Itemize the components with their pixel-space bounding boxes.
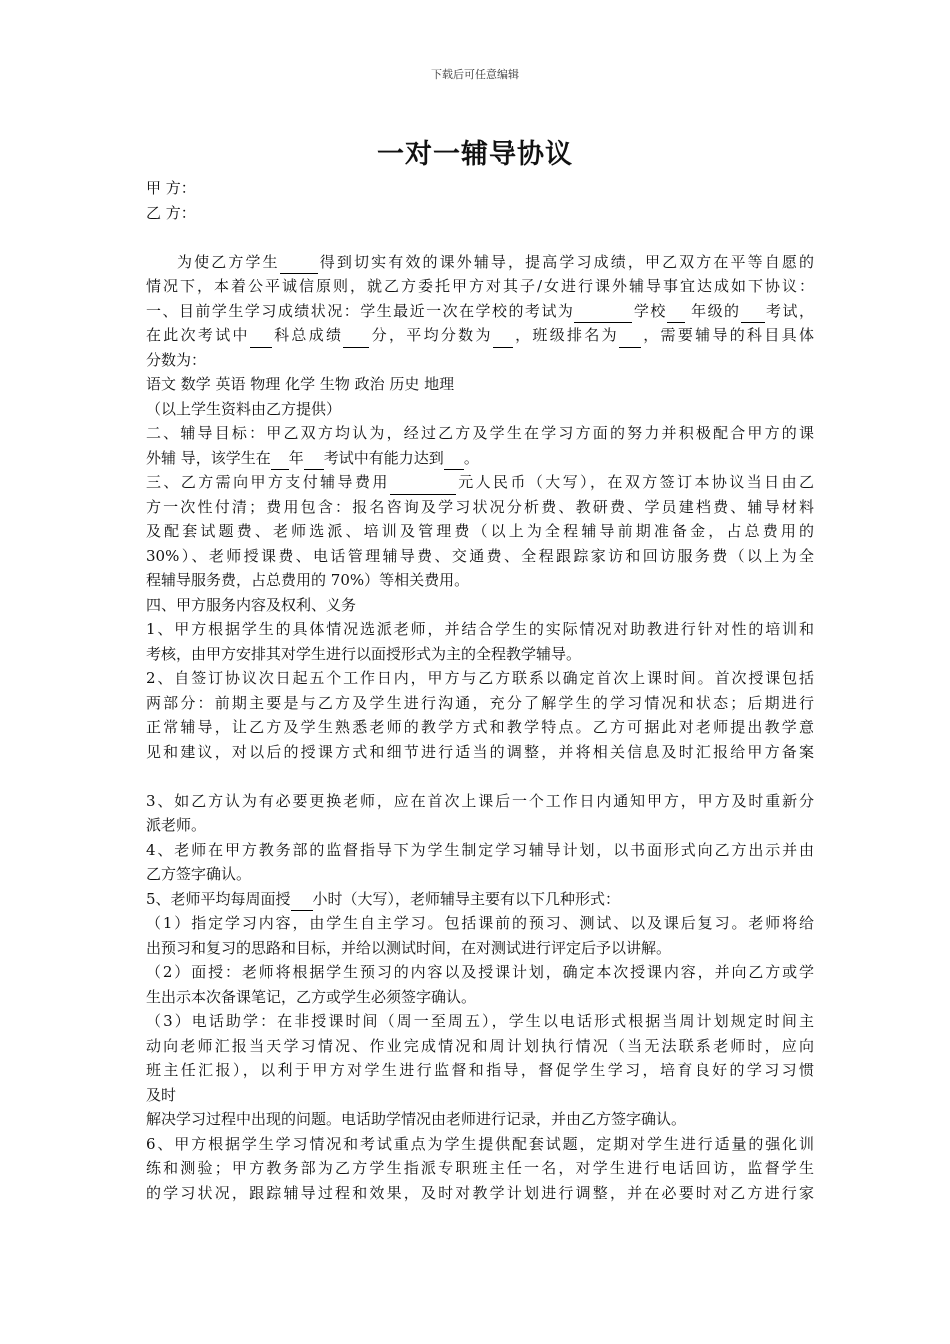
rank-blank	[619, 329, 641, 348]
clause-3-line: 派老师。	[146, 816, 207, 834]
party-b-line: 乙 方：	[146, 203, 196, 222]
form-2-line: 生出示本次备课笔记，乙方或学生必须签字确认。	[146, 987, 477, 1006]
section-4-heading: 四、甲方服务内容及权利、义务	[146, 595, 357, 614]
form-1-line: （1）指定学习内容，由学生自主学习。包括课前的预习、测试、以及课后复习。老师将给	[146, 914, 814, 932]
section-1-note: （以上学生资料由乙方提供）	[146, 399, 342, 418]
section-3-line-4: 30%）、老师授课费、电话管理辅导费、交通费、全程跟踪家访和回访服务费（以上为全	[146, 546, 814, 565]
clause-2-line: 正常辅导，让乙方及学生熟悉老师的教学方式和教学特点。乙方可据此对老师提出教学意	[146, 718, 814, 736]
section-3-line-2: 方一次性付清；费用包含：报名咨询及学习状况分析费、教研费、学员建档费、辅导材料	[146, 497, 814, 516]
document-title: 一对一辅导协议	[377, 139, 573, 170]
blank-gap	[146, 225, 814, 250]
clause-4-line: 乙方签字确认。	[146, 865, 252, 883]
header-note: 下载后可任意编辑	[431, 68, 519, 81]
section-2-line-2: 外辅 导，该学生在 年 考试中有能力达到 。	[146, 446, 814, 471]
form-3-line: （3）电话助学：在非授课时间（周一至周五），学生以电话形式根据当周计划规定时间主	[146, 1012, 814, 1030]
clause-4-line: 4、老师在甲方教务部的监督指导下为学生制定学习辅导计划，以书面形式向乙方出示并由	[146, 840, 814, 859]
average-blank	[493, 329, 513, 348]
section-1-line-3: 分数为：	[146, 350, 207, 369]
clause-6-line: 练和测验；甲方教务部为乙方学生指派专职班主任一名，对学生进行电话回访，监督学生	[146, 1159, 814, 1177]
intro-line-2: 情况下，本着公平诚信原则，就乙方委托甲方对其子/女进行课外辅导事宜达成如下协议：	[146, 277, 814, 295]
party-a-line: 甲 方：	[146, 179, 196, 197]
hours-blank	[291, 892, 313, 911]
section-1-line-1: 一、目前学生学习成绩状况：学生最近一次在学校的考试为 学校 年级的 考试，	[146, 299, 814, 324]
clause-1-line: 考核，由甲方安排其对学生进行以面授形式为主的全程教学辅导。	[146, 644, 582, 663]
clause-2-line: 见和建议，对以后的授课方式和细节进行适当的调整，并将相关信息及时汇报给甲方备案	[146, 742, 814, 761]
form-1-line: 出预习和复习的思路和目标，并给以测试时间，在对测试进行评定后予以讲解。	[146, 938, 672, 957]
school-blank	[574, 304, 632, 323]
clause-6-line: 的学习状况，跟踪辅导过程和效果，及时对教学计划进行调整，并在必要时对乙方进行家	[146, 1183, 814, 1202]
subjects-line: 语文 数学 英语 物理 化学 生物 政治 历史 地理	[146, 375, 455, 393]
clause-2-line: 2、自签订协议次日起五个工作日内，甲方与乙方联系以确定首次上课时间。首次授课包括	[146, 669, 814, 687]
clause-3-line: 3、如乙方认为有必要更换老师，应在首次上课后一个工作日内通知甲方，甲方及时重新分	[146, 791, 814, 810]
clause-5-line: 5、老师平均每周面授 小时（大写），老师辅导主要有以下几种形式：	[146, 887, 814, 912]
clause-1-line: 1、甲方根据学生的具体情况选派老师，并结合学生的实际情况对助教进行针对性的培训和	[146, 620, 814, 638]
section-3-line-1: 三、乙方需向甲方支付辅导费用 元人民币（大写），在双方签订本协议当日由乙	[146, 470, 814, 495]
fee-blank	[390, 476, 456, 495]
intro-line-1: 为使乙方学生 得到切实有效的课外辅导，提高学习成绩，甲乙双方在平等自愿的	[146, 250, 814, 275]
year-blank	[271, 451, 289, 470]
form-2-line: （2）面授：老师将根据学生预习的内容以及授课计划，确定本次授课内容，并向乙方或学	[146, 963, 814, 981]
form-3-line: 动向老师汇报当天学习情况、作业完成情况和周计划执行情况（当无法联系老师时，应向	[146, 1036, 814, 1055]
section-3-line-5: 程辅导服务费，占总费用的 70%）等相关费用。	[146, 571, 470, 589]
clause-2-line: 两部分：前期主要是与乙方及学生进行沟通，充分了解学生的学习情况和状态；后期进行	[146, 693, 814, 712]
target-score-blank	[444, 451, 464, 470]
section-2-line-1: 二、辅导目标：甲乙双方均认为，经过乙方及学生在学习方面的努力并积极配合甲方的课	[146, 424, 814, 442]
grade-blank	[667, 304, 685, 323]
exam-blank	[741, 304, 765, 323]
form-3-line: 解决学习过程中出现的问题。电话助学情况由老师进行记录，并由乙方签字确认。	[146, 1110, 687, 1128]
subjects-count-blank	[250, 329, 272, 348]
form-3-line: 班主任汇报），以利于甲方对学生进行监督和指导，督促学生学习，培育良好的学习习惯	[146, 1061, 814, 1079]
section-3-line-3: 及配套试题费、老师选派、培训及管理费（以上为全程辅导前期准备金，占总费用的	[146, 522, 814, 540]
clause-6-line: 6、甲方根据学生学习情况和考试重点为学生提供配套试题，定期对学生进行适量的强化训	[146, 1134, 814, 1153]
student-name-blank	[280, 255, 318, 274]
document-body	[146, 176, 814, 1205]
section-1-line-2: 在此次考试中 科总成绩 分，平均分数为 ，班级排名为 ，需要辅导的科目具体	[146, 323, 814, 348]
blank-gap	[146, 764, 814, 789]
form-3-line: 及时	[146, 1085, 177, 1104]
target-exam-blank	[304, 451, 324, 470]
total-score-blank	[343, 329, 369, 348]
